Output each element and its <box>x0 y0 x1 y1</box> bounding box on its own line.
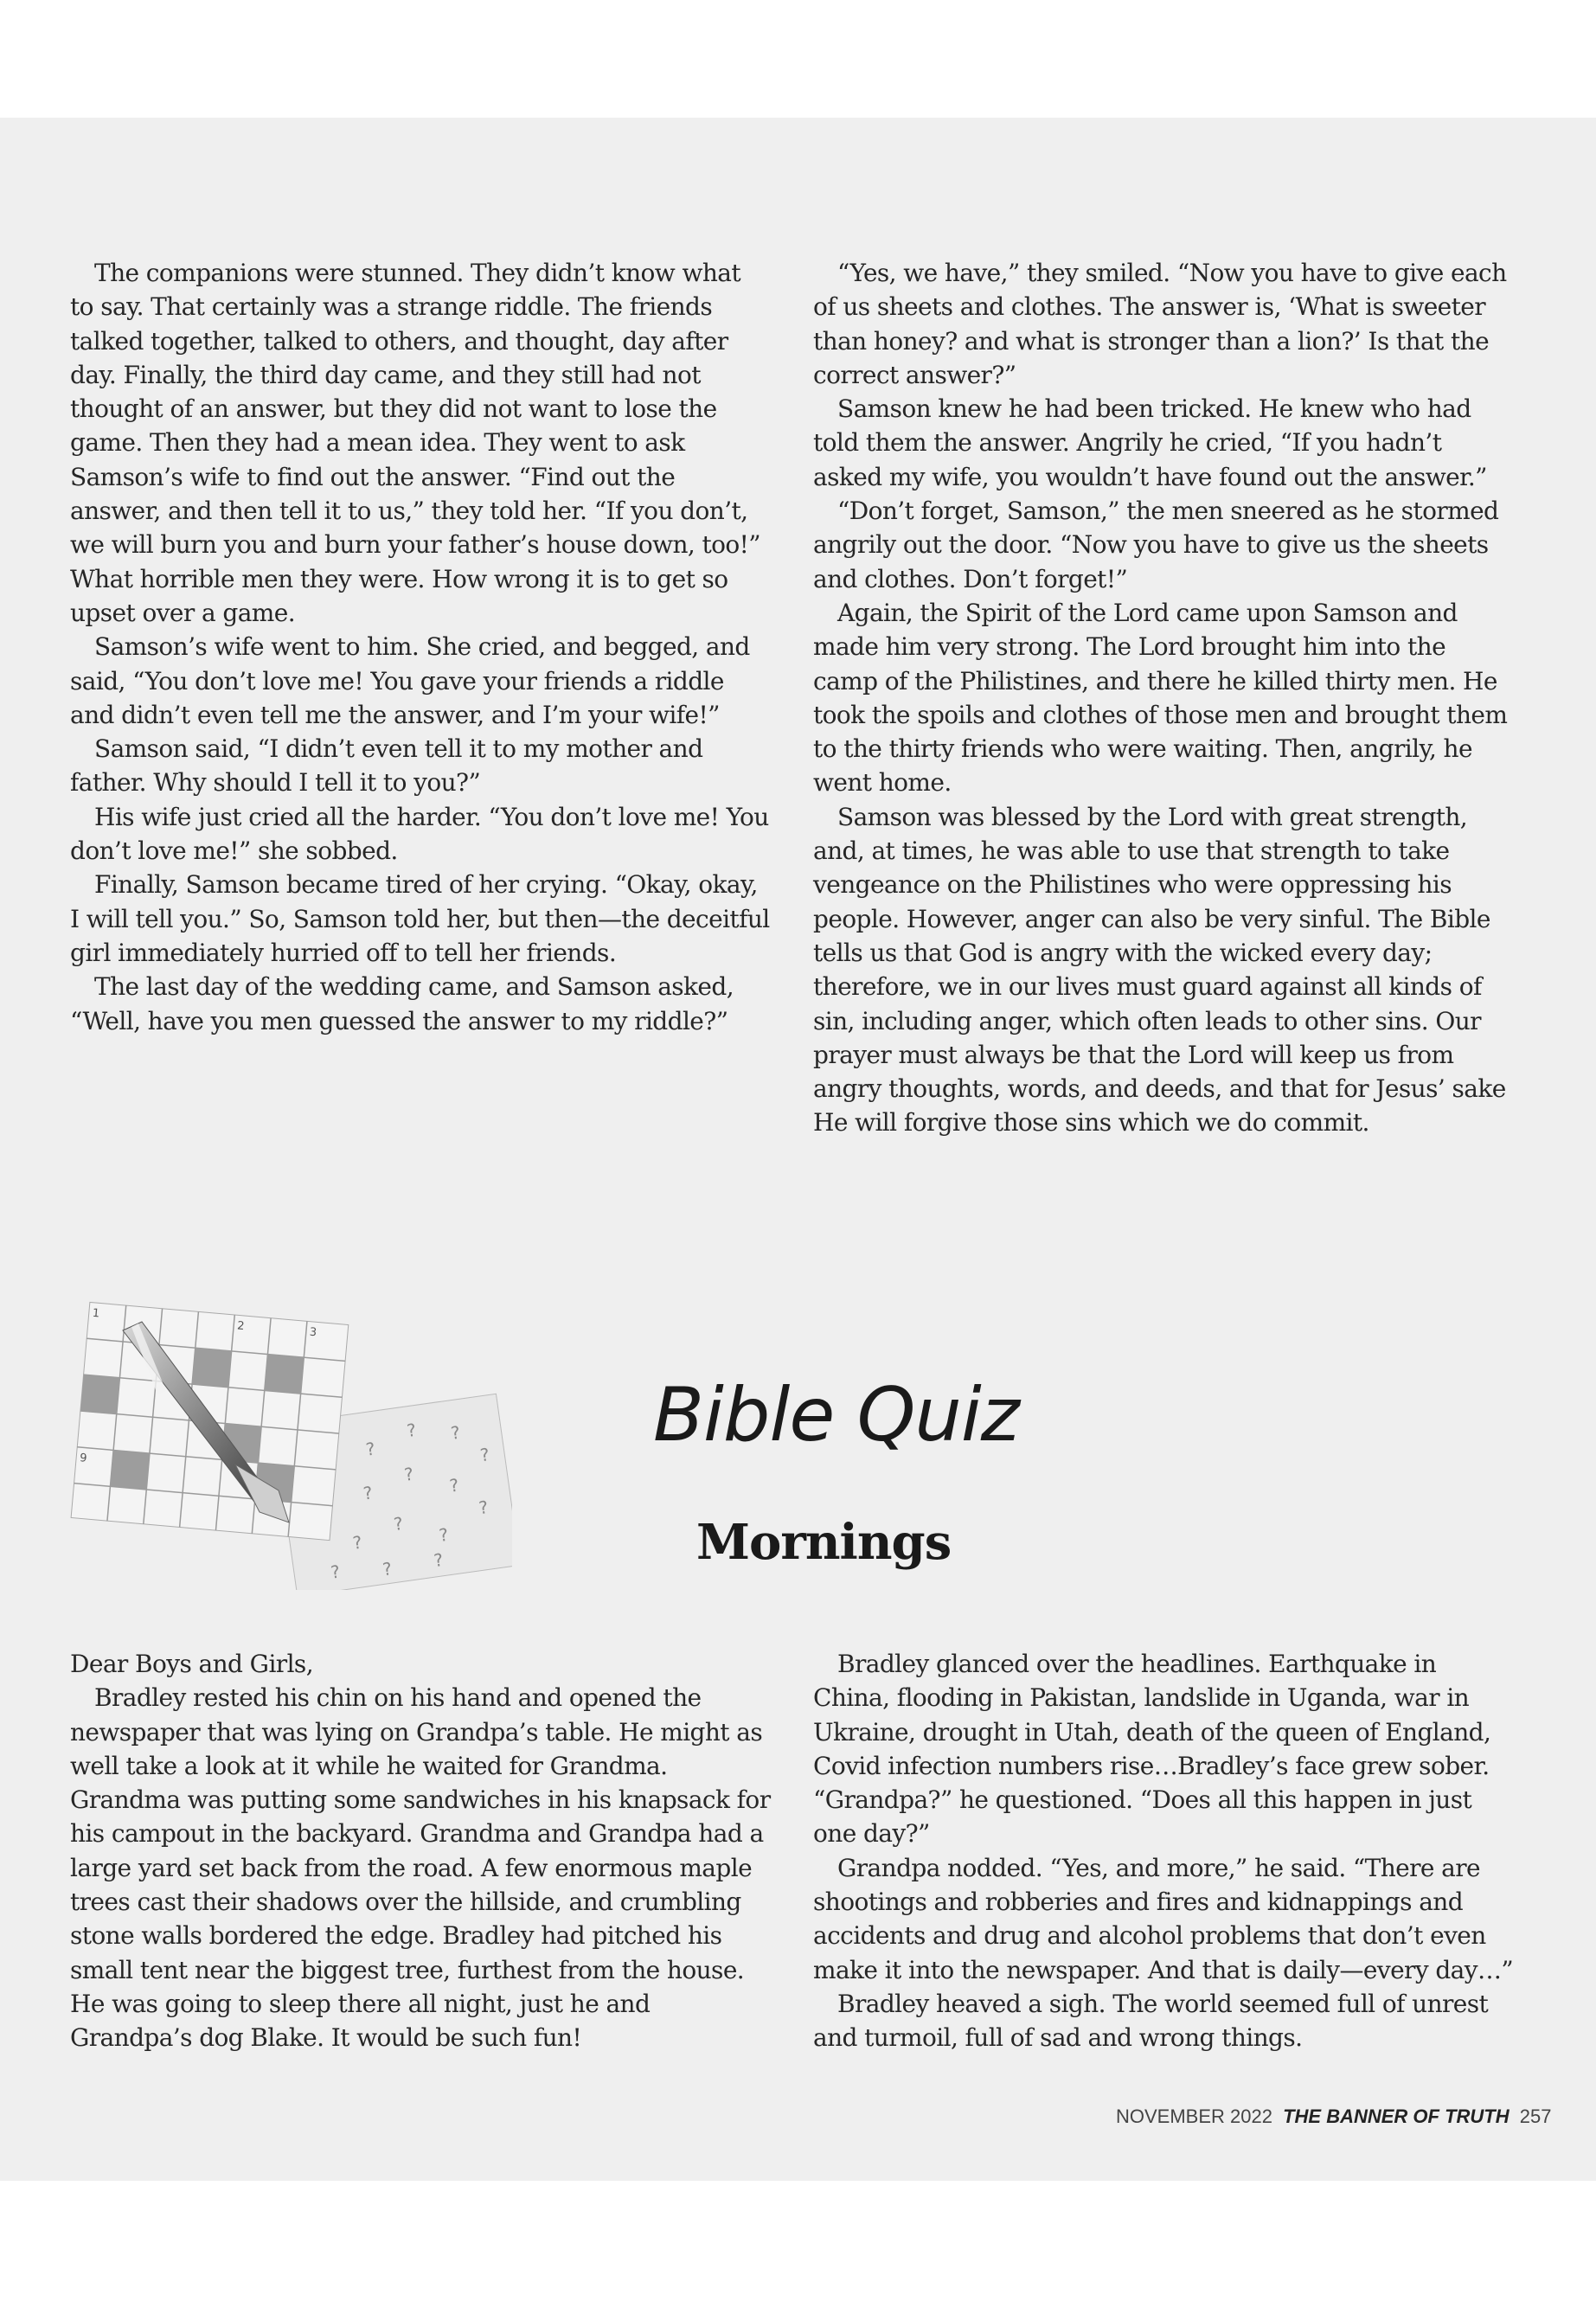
quiz-column-2 <box>813 1647 1514 2055</box>
svg-text:?: ? <box>362 1482 375 1504</box>
svg-text:?: ? <box>402 1463 415 1485</box>
grid-number: 9 <box>79 1452 88 1465</box>
svg-text:?: ? <box>449 1421 462 1444</box>
article-column-2 <box>813 256 1514 1140</box>
grid-number: 3 <box>309 1325 317 1340</box>
paragraph: Samson’s wife went to him. She cried, and begged, and said, “You don’t love me! You gave your friends a riddle and didn’t even tell me the answer, and I’m your wife!” <box>70 632 750 729</box>
svg-text:?: ? <box>392 1512 405 1535</box>
svg-text:?: ? <box>478 1444 491 1466</box>
svg-text:?: ? <box>329 1561 342 1583</box>
paragraph: “Don’t forget, Samson,” the men sneered as he stormed angrily out the door. “Now you have to give us the sheets and clothes. Don’t forget!” <box>813 497 1499 593</box>
paragraph: Bradley rested his chin on his hand and opened the newspaper that was lying on Grandpa’s table. He might as well take a look at it while he waited for Grandma. Grandma was putting some sandwiches in his knapsack for his campout in the backyard. Grandma and Grandpa had a large yard set back from the road. A few enormous maple trees cast their shadows over the hillside, and crumbling stone walls bordered the edge. Bradley had pitched his small tent near the biggest tree, furthest from the house. He was going to sleep there all night, just he and Grandpa’s dog Blake. It would be such fun! <box>70 1683 771 2053</box>
paragraph: “Yes, we have,” they smiled. “Now you have to give each of us sheets and clothes. The answer is, ‘What is sweeter than honey? and what is stronger than a lion?’ Is that the correct answer?” <box>813 259 1507 389</box>
grid-number: 1 <box>92 1306 100 1321</box>
svg-text:?: ? <box>432 1548 445 1572</box>
svg-text:?: ? <box>381 1558 394 1580</box>
quiz-title: Bible Quiz <box>653 1372 1019 1458</box>
footer-page-number: 257 <box>1519 2106 1552 2127</box>
svg-text:?: ? <box>351 1531 364 1554</box>
salutation: Dear Boys and Girls, <box>70 1650 314 1678</box>
paragraph: Samson said, “I didn’t even tell it to my mother and father. Why should I tell it to you?” <box>70 734 703 798</box>
paragraph: His wife just cried all the harder. “You don’t love me! You don’t love me!” she sobbed. <box>70 802 769 866</box>
svg-text:?: ? <box>448 1474 460 1497</box>
grid-number: 2 <box>236 1319 246 1334</box>
crossword-pen-illustration <box>62 1296 512 1593</box>
footer-date: NOVEMBER 2022 <box>1116 2106 1272 2127</box>
svg-text:?: ? <box>405 1419 418 1441</box>
paragraph: Bradley heaved a sigh. The world seemed full of unrest and turmoil, full of sad and wrong things. <box>813 1989 1489 2053</box>
paragraph: Finally, Samson became tired of her crying. “Okay, okay, I will tell you.” So, Samson told her, but then—the deceitful girl immediately hurried off to tell her friends. <box>70 870 770 967</box>
paragraph: Samson was blessed by the Lord with great strength, and, at times, he was able to use that strength to take vengeance on the Philistines who were oppressing his people. However, anger can also be very sinful. The Bible tells us that God is angry with the wicked every day; therefore, we in our lives must guard against all kinds of sin, including anger, which often leads to other sins. Our prayer must always be that the Lord will keep us from angry thoughts, words, and deeds, and that for Jesus’ sake He will forgive those sins which we do commit. <box>813 802 1506 1138</box>
quiz-column-1 <box>70 1647 771 2055</box>
page-footer <box>1116 2106 1552 2128</box>
article-column-1 <box>70 256 771 1038</box>
quiz-subtitle: Mornings <box>696 1514 952 1571</box>
paragraph: Samson knew he had been tricked. He knew who had told them the answer. Angrily he cried, “If you hadn’t asked my wife, you wouldn’t have found out the answer.” <box>813 394 1487 491</box>
page-background <box>0 118 1596 2181</box>
paragraph: The companions were stunned. They didn’t know what to say. That certainly was a strange riddle. The friends talked together, talked to others, and thought, day after day. Finally, the third day came, and they still had not thought of an answer, but they did not want to lose the game. Then they had a mean idea. They went to ask Samson’s wife to find out the answer. “Find out the answer, and then tell it to us,” they told her. “If you don’t, we will burn you and burn your father’s house down, too!” What horrible men they were. How wrong it is to get so upset over a game. <box>70 259 761 627</box>
svg-text:?: ? <box>437 1523 450 1546</box>
footer-magazine: THE BANNER OF TRUTH <box>1283 2106 1509 2127</box>
svg-text:?: ? <box>477 1496 490 1519</box>
paragraph: The last day of the wedding came, and Samson asked, “Well, have you men guessed the answer to my riddle?” <box>70 972 734 1035</box>
paragraph: Grandpa nodded. “Yes, and more,” he said. “There are shootings and robberies and fires and kidnappings and accidents and drug and alcohol problems that don’t even make it into the newspaper. And that is daily—every day…” <box>813 1853 1514 1984</box>
paragraph: Again, the Spirit of the Lord came upon Samson and made him very strong. The Lord brought him into the camp of the Philistines, and there he killed thirty men. He took the spoils and clothes of those men and brought them to the thirty friends who were waiting. Then, angrily, he went home. <box>813 598 1508 798</box>
svg-text:?: ? <box>364 1438 377 1460</box>
paragraph: Bradley glanced over the headlines. Earthquake in China, flooding in Pakistan, landslide in Uganda, war in Ukraine, drought in Utah, death of the queen of England, Covid infection numbers rise…Bradley’s face grew sober. “Grandpa?” he questioned. “Does all this happen in just one day?” <box>813 1650 1491 1849</box>
